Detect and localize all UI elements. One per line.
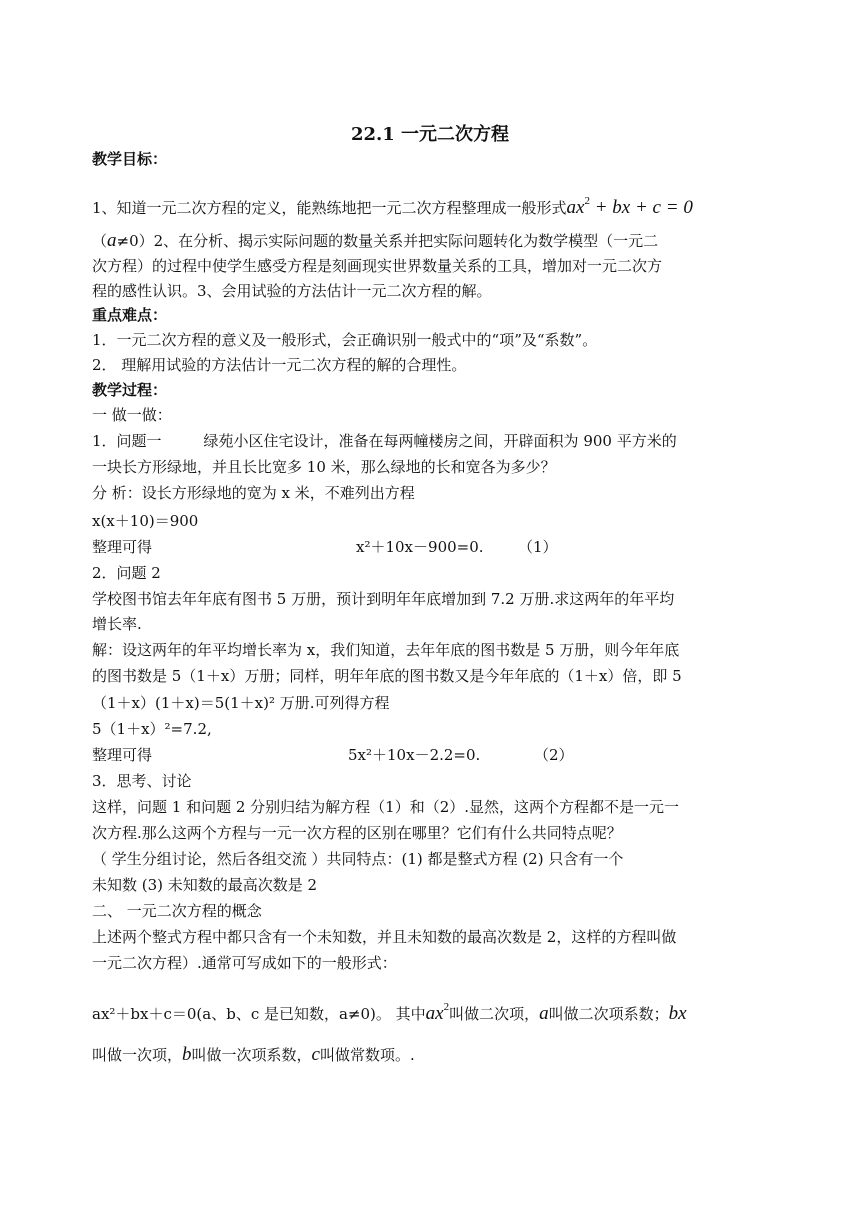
objectives-line-2: （a≠0）2、在分析、揭示实际问题的数量关系并把实际问题转化为数学模型（一元二 [92,230,659,251]
general-form-formula: $ax^2$ + bx + c = 0 [566,195,693,218]
equation-b: 5（1＋x）²=7.2, [92,720,212,738]
equation-2: 5x²＋10x－2.2=0. [348,746,481,764]
tidy-line-1: 整理可得 [92,538,153,556]
equation-1: x²＋10x－900=0. [356,538,484,556]
problem-2-line-1: 学校图书馆去年年底有图书 5 万册，预计到明年年底增加到 7.2 万册.求这两年的年平均 [92,590,675,608]
equation-1-number: （1） [518,538,558,556]
concept-heading: 二、 一元二次方程的概念 [92,902,262,920]
section-do-it: 一 做一做： [92,406,172,424]
objectives-line-1 [92,190,693,219]
difficulties-line-2: 2． 理解用试验的方法估计一元二次方程的解的合理性。 [92,356,467,374]
symbol-a: a [107,230,117,251]
problem-2-line-2: 增长率. [92,615,142,633]
concept-line-1: 上述两个整式方程中都只含有一个未知数，并且未知数的最高次数是 2，这样的方程叫做 [92,928,677,946]
page-title: 22.1 一元二次方程 [350,124,510,145]
analysis-line: 分 析：设长方形绿地的宽为 x 米，不难列出方程 [92,484,415,502]
solution-line-2: 的图书数是 5（1＋x）万册；同样，明年年底的图书数又是今年年底的（1＋x）倍，即 5 [92,667,682,685]
concept-line-3: ax²＋bx＋c＝0(a、b、c 是已知数，a≠0)。 其中$ax^2$叫做二次项，a叫做二次项系数；bx [92,1001,687,1024]
concept-line-2: 一元二次方程）.通常可写成如下的一般形式： [92,954,397,972]
objectives-text: 1、知道一元二次方程的定义，能熟练地把一元二次方程整理成一般形式 [92,199,567,217]
concept-line-4: 叫做一次项，b叫做一次项系数，c叫做常数项。. [92,1044,415,1065]
think-discuss-label: 3．思考、讨论 [92,772,192,790]
term-ax2: $ax^2$ [425,1001,450,1024]
difficulties-heading: 重点难点： [92,306,168,324]
symbol-b: b [182,1044,192,1065]
equation-2-number: （2） [534,746,574,764]
objectives-heading: 教学目标： [92,150,168,168]
problem-1-label: 1．问题一 [92,432,162,450]
discussion-line-1: 这样，问题 1 和问题 2 分别归结为解方程（1）和（2）.显然，这两个方程都不是一元一 [92,798,680,816]
problem-2-label: 2．问题 2 [92,564,161,582]
symbol-c: c [311,1044,320,1065]
discussion-line-2: 次方程.那么这两个方程与一元一次方程的区别在哪里？它们有什么共同特点呢？ [92,824,622,842]
equation-a: x(x＋10)＝900 [92,512,199,530]
problem-1-line-1: 1．问题一 绿苑小区住宅设计，准备在每两幢楼房之间，开辟面积为 900 平方米的 [92,432,677,450]
objectives-line-4: 程的感性认识。3、会用试验的方法估计一元二次方程的解。 [92,282,492,300]
solution-line-3: （1＋x）(1＋x)＝5(1＋x)² 万册.可列得方程 [92,694,390,712]
discussion-line-4: 未知数 (3) 未知数的最高次数是 2 [92,876,318,894]
objectives-line-3: 次方程）的过程中使学生感受方程是刻画现实世界数量关系的工具，增加对一元二次方 [92,257,663,275]
tidy-line-2: 整理可得 [92,746,153,764]
symbol-a-coef: a [539,1003,549,1024]
discussion-line-3: （ 学生分组讨论，然后各组交流 ）共同特点：(1) 都是整式方程 (2) 只含有一个 [92,850,624,868]
term-bx: bx [668,1003,687,1024]
problem-1-line-2: 一块长方形绿地，并且长比宽多 10 米，那么绿地的长和宽各为多少？ [92,458,556,476]
process-heading: 教学过程： [92,381,168,399]
solution-line-1: 解：设这两年的年平均增长率为 x，我们知道，去年年底的图书数是 5 万册，则今年年底 [92,641,680,659]
difficulties-line-1: 1．一元二次方程的意义及一般形式，会正确识别一般式中的“项”及“系数”。 [92,331,598,349]
